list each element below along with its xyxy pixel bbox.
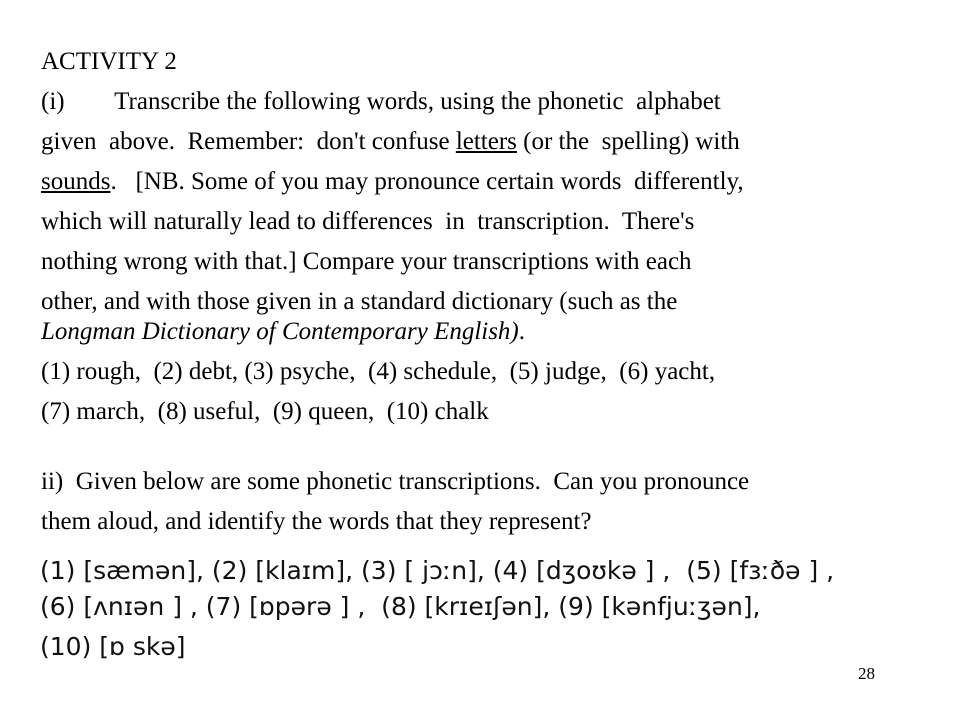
instruction-line-3: [41, 166, 744, 198]
word-list-line-1: (1) rough, (2) debt, (3) psyche, (4) schedule, (5) judge, (6) yacht,: [41, 358, 716, 385]
page-number: 28: [858, 664, 875, 683]
instruction-line-4: which will naturally lead to differences in transcription. There's: [41, 208, 695, 235]
question-line-1: ii) Given below are some phonetic transcriptions. Can you pronounce: [41, 468, 750, 495]
instruction-text: . [NB. Some of you may pronounce certain words differently,: [110, 168, 744, 195]
instruction-text: given above. Remember: don't confuse: [41, 128, 456, 155]
transcription-line-3: (10) [ɒ skə]: [40, 632, 186, 661]
dictionary-title: Longman Dictionary of Contemporary English): [41, 318, 519, 345]
word-list-line-2: (7) march, (8) useful, (9) queen, (10) chalk: [41, 398, 489, 425]
instruction-line-7: [41, 316, 525, 348]
instruction-line-5: nothing wrong with that.] Compare your transcriptions with each: [41, 248, 692, 275]
instruction-text: .: [518, 318, 526, 345]
instruction-line-2: [41, 126, 740, 158]
transcription-line-1: (1) [sæmən], (2) [klaɪm], (3) [ jɔːn], (4) [dʒoʊkə ] , (5) [fɜːðə ] ,: [40, 556, 835, 585]
transcription-line-2: (6) [ʌnɪən ] , (7) [ɒpərə ] , (8) [krɪeɪʃən], (9) [kənfjuːʒən],: [40, 592, 761, 621]
instruction-line-6: other, and with those given in a standard dictionary (such as the: [41, 288, 678, 315]
underlined-word-letters: letters: [455, 128, 517, 155]
activity-heading: ACTIVITY 2: [41, 48, 177, 75]
question-line-2: them aloud, and identify the words that they represent?: [41, 508, 592, 535]
instruction-text: (or the spelling) with: [516, 128, 740, 155]
underlined-word-sounds: sounds: [41, 168, 111, 195]
instruction-line-1: (i) Transcribe the following words, using the phonetic alphabet: [41, 88, 721, 115]
